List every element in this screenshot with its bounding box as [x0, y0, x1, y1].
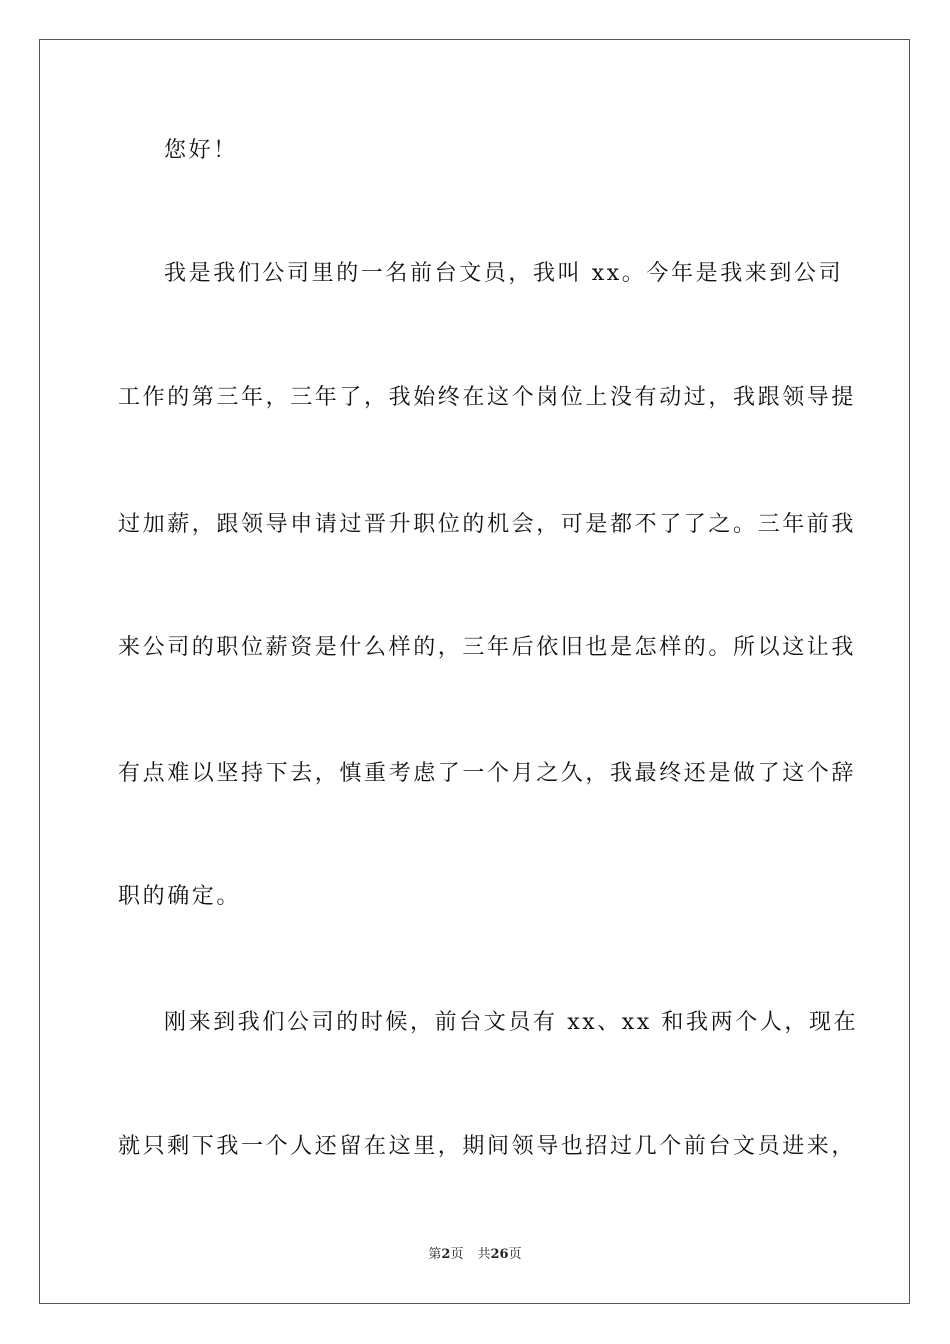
- paragraph-1-line-4: 来公司的职位薪资是什么样的，三年后依旧也是怎样的。所以这让我: [118, 635, 857, 660]
- paragraph-1-line-2: 工作的第三年，三年了，我始终在这个岗位上没有动过，我跟领导提: [118, 385, 857, 410]
- footer-total-pages: 26: [490, 1247, 509, 1262]
- paragraph-1-line-1: 我是我们公司里的一名前台文员，我叫 xx。今年是我来到公司: [164, 261, 844, 286]
- page-footer: [0, 1246, 950, 1264]
- footer-page-suffix: 页: [450, 1247, 464, 1262]
- paragraph-2-line-2: 就只剩下我一个人还留在这里，期间领导也招过几个前台文员进来，: [118, 1134, 857, 1159]
- paragraph-2-line-1: 刚来到我们公司的时候，前台文员有 xx、xx 和我两个人，现在: [164, 1010, 859, 1035]
- footer-total-prefix: 共: [477, 1247, 491, 1262]
- paragraph-1-line-6: 职的确定。: [118, 884, 242, 909]
- greeting: 您好！: [164, 138, 238, 163]
- paragraph-1-line-5: 有点难以坚持下去，慎重考虑了一个月之久，我最终还是做了这个辞: [118, 761, 857, 786]
- page-border: [39, 39, 910, 1304]
- footer-page-number: 2: [441, 1247, 451, 1262]
- paragraph-1-line-3: 过加薪，跟领导申请过晋升职位的机会，可是都不了了之。三年前我: [118, 512, 857, 537]
- footer-page-prefix: 第: [428, 1247, 442, 1262]
- footer-total-suffix: 页: [508, 1247, 522, 1262]
